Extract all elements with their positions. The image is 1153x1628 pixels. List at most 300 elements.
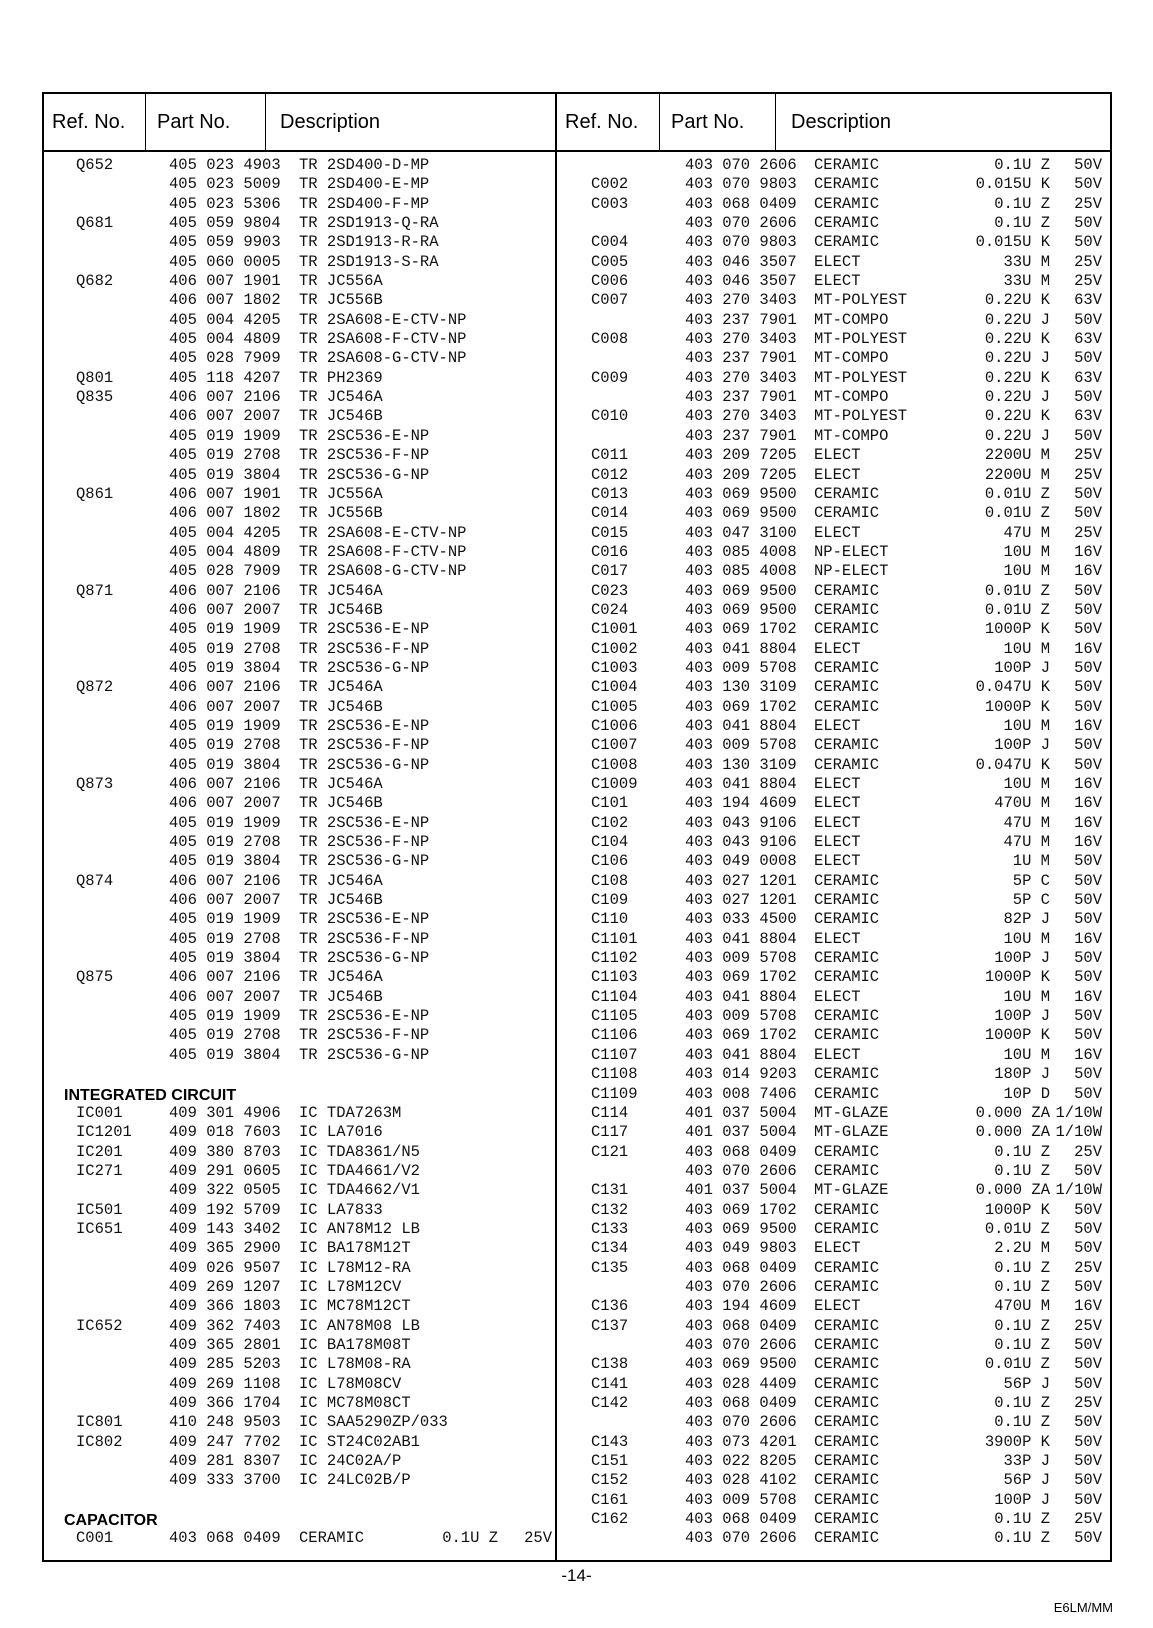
description-cell: ELECT — [814, 833, 861, 852]
ref-cell: C015 — [591, 523, 629, 542]
description-cell: CERAMIC — [814, 620, 880, 639]
rating-cell: 1/10W — [1055, 1103, 1102, 1122]
rating-cell: 16V — [1074, 813, 1102, 832]
ref-cell: C1109 — [591, 1084, 638, 1103]
description-cell: TR 2SD400-F-MP — [299, 194, 430, 213]
table-row — [557, 1491, 1112, 1510]
part-no-cell: 405 019 2708 — [169, 929, 281, 948]
part-no-cell: 405 019 3804 — [169, 852, 281, 871]
ref-cell: C1107 — [591, 1045, 638, 1064]
ref-cell: C1101 — [591, 929, 638, 948]
part-no-cell: 405 019 3804 — [169, 658, 281, 677]
table-row — [557, 1413, 1112, 1432]
model-code: E6LM/MM — [1053, 1600, 1113, 1615]
table-row — [44, 949, 555, 968]
rating-cell: 50V — [1074, 852, 1102, 871]
table-row — [557, 1046, 1112, 1065]
part-no-cell: 403 033 4500 — [685, 910, 797, 929]
table-row — [44, 775, 555, 794]
part-no-cell: 406 007 2106 — [169, 968, 281, 987]
ref-cell: C003 — [591, 194, 629, 213]
rating-cell: 25V — [1074, 1394, 1102, 1412]
description-cell: TR 2SC536-E-NP — [299, 1007, 430, 1026]
description-cell: IC AN78M08 LB — [299, 1316, 420, 1335]
description-cell: MT-POLYEST — [814, 368, 908, 387]
table-row — [44, 1394, 555, 1413]
value-cell: 100P J — [994, 736, 1050, 755]
section-heading: INTEGRATED CIRCUIT — [64, 1086, 237, 1104]
table-row — [44, 1336, 555, 1355]
part-no-cell: 403 009 5708 — [685, 949, 797, 968]
part-no-cell: 403 237 7901 — [685, 310, 797, 329]
description-cell: TR PH2369 — [299, 368, 383, 387]
value-cell: 5P C — [1012, 871, 1050, 890]
rating-cell: 50V — [1074, 1413, 1102, 1432]
rating-cell: 25V — [1074, 1316, 1102, 1335]
ref-cell: C011 — [591, 446, 629, 465]
rating-cell: 25V — [1074, 1142, 1102, 1161]
ref-cell: Q873 — [76, 775, 114, 793]
value-cell: 47U M — [1003, 813, 1050, 832]
right-part-header: Part No. — [671, 111, 745, 133]
ref-cell: C138 — [591, 1355, 629, 1374]
description-cell: ELECT — [814, 639, 861, 658]
value-cell: 0.1U Z — [994, 156, 1050, 174]
description-cell: CERAMIC — [814, 175, 880, 194]
table-row — [557, 1181, 1112, 1200]
description-cell: TR 2SC536-G-NP — [299, 852, 430, 871]
description-cell: CERAMIC — [814, 156, 880, 174]
part-no-cell: 409 285 5203 — [169, 1355, 281, 1374]
table-row — [557, 253, 1112, 272]
ref-cell: Q835 — [76, 388, 114, 407]
rating-cell: 50V — [1074, 968, 1102, 987]
rating-cell: 1/10W — [1055, 1123, 1102, 1142]
ref-cell: C134 — [591, 1239, 629, 1258]
rating-cell: 50V — [1074, 1452, 1102, 1471]
value-cell: 0.000 ZA — [975, 1123, 1050, 1142]
table-row — [44, 640, 555, 659]
part-no-cell: 403 194 4609 — [685, 794, 797, 813]
part-no-cell: 409 380 8703 — [169, 1142, 281, 1161]
part-no-cell: 409 247 7702 — [169, 1432, 281, 1451]
part-no-cell: 403 041 8804 — [685, 639, 797, 658]
description-cell: ELECT — [814, 852, 861, 871]
description-cell: MT-COMPO — [814, 310, 889, 329]
table-row — [557, 1239, 1112, 1258]
part-no-cell: 403 069 9500 — [685, 1219, 797, 1238]
ref-cell: IC201 — [76, 1142, 123, 1161]
rating-cell: 50V — [1074, 388, 1102, 407]
description-cell: IC TDA4662/V1 — [299, 1181, 420, 1200]
part-no-cell: 405 019 2708 — [169, 833, 281, 852]
part-no-cell: 403 046 3507 — [685, 252, 797, 271]
table-row — [557, 427, 1112, 446]
description-cell: IC MC78M08CT — [299, 1394, 411, 1412]
table-row — [557, 388, 1112, 407]
table-row — [44, 1162, 555, 1181]
part-no-cell: 403 237 7901 — [685, 426, 797, 445]
table-row — [44, 349, 555, 368]
ref-cell: C1003 — [591, 658, 638, 677]
value-cell: 10U M — [1003, 716, 1050, 735]
table-row — [44, 891, 555, 910]
value-cell: 10U M — [1003, 987, 1050, 1006]
value-cell: 0.000 ZA — [975, 1103, 1050, 1122]
table-row — [44, 272, 555, 291]
table-row — [557, 717, 1112, 736]
table-row — [44, 233, 555, 252]
left-desc-header: Description — [280, 111, 381, 133]
description-cell: CERAMIC — [814, 1065, 880, 1084]
ref-cell: C104 — [591, 833, 629, 852]
part-no-cell: 405 023 5009 — [169, 175, 281, 194]
description-cell: TR JC546A — [299, 775, 383, 793]
part-no-cell: 409 269 1108 — [169, 1374, 281, 1393]
ref-cell: C109 — [591, 891, 629, 910]
description-cell: ELECT — [814, 716, 861, 735]
rating-cell: 50V — [1074, 1335, 1102, 1354]
table-row — [44, 446, 555, 465]
rating-cell: 16V — [1074, 987, 1102, 1006]
description-cell: IC BA178M08T — [299, 1335, 411, 1354]
part-no-cell: 403 043 9106 — [685, 813, 797, 832]
rating-cell: 50V — [1074, 504, 1102, 523]
rating-cell: 50V — [1074, 1026, 1102, 1045]
part-no-cell: 409 365 2801 — [169, 1335, 281, 1354]
description-cell: IC L78M08CV — [299, 1374, 402, 1393]
table-row — [44, 1297, 555, 1316]
part-no-cell: 403 070 9803 — [685, 175, 797, 194]
rating-cell: 25V — [1074, 272, 1102, 291]
rating-cell: 50V — [1074, 697, 1102, 716]
table-row — [44, 504, 555, 523]
value-cell: 0.000 ZA — [975, 1181, 1050, 1200]
description-cell: CERAMIC — [814, 233, 880, 252]
table-row — [44, 1181, 555, 1200]
table-row — [44, 1143, 555, 1162]
value-cell: 0.1U Z — [994, 1510, 1050, 1529]
rating-cell: 50V — [1074, 581, 1102, 600]
ref-cell: Q875 — [76, 968, 114, 987]
description-cell: CERAMIC — [814, 871, 880, 890]
ref-cell: C1106 — [591, 1026, 638, 1045]
part-no-cell: 405 059 9903 — [169, 233, 281, 252]
description-cell: NP-ELECT — [814, 542, 889, 561]
rating-cell: 50V — [1074, 1065, 1102, 1084]
ref-cell: C1008 — [591, 755, 638, 774]
rating-cell: 25V — [1074, 1258, 1102, 1277]
part-no-cell: 403 130 3109 — [685, 755, 797, 774]
description-cell: TR 2SD1913-R-RA — [299, 233, 439, 252]
table-row — [557, 1394, 1112, 1413]
rating-cell: 50V — [1074, 1200, 1102, 1219]
part-no-cell: 405 028 7909 — [169, 562, 281, 581]
rating-cell: 25V — [1074, 194, 1102, 213]
description-cell: TR 2SA608-F-CTV-NP — [299, 542, 467, 561]
table-row — [557, 1104, 1112, 1123]
ref-cell: C1002 — [591, 639, 638, 658]
table-row — [44, 253, 555, 272]
description-cell: IC ST24C02AB1 — [299, 1432, 420, 1451]
value-cell: 0.22U K — [984, 407, 1050, 426]
ref-cell: C162 — [591, 1510, 629, 1529]
table-row — [557, 1123, 1112, 1142]
part-no-cell: 406 007 2007 — [169, 987, 281, 1006]
table-row — [44, 717, 555, 736]
part-no-cell: 403 049 0008 — [685, 852, 797, 871]
section-heading: CAPACITOR — [64, 1512, 158, 1530]
table-row — [557, 1220, 1112, 1239]
description-cell: CERAMIC — [814, 194, 880, 213]
table-row — [44, 214, 555, 233]
rating-cell: 50V — [1074, 156, 1102, 174]
table-row — [44, 872, 555, 891]
description-cell: TR 2SC536-E-NP — [299, 620, 430, 639]
value-cell: 33U M — [1003, 252, 1050, 271]
description-cell: TR 2SC536-F-NP — [299, 639, 430, 658]
part-no-cell: 410 248 9503 — [169, 1413, 281, 1432]
part-no-cell: 403 270 3403 — [685, 330, 797, 349]
part-no-cell: 406 007 2106 — [169, 388, 281, 407]
value-cell: 0.1U Z — [994, 1316, 1050, 1335]
part-no-cell: 403 009 5708 — [685, 736, 797, 755]
ref-cell: C1004 — [591, 678, 638, 697]
description-cell: TR 2SC536-F-NP — [299, 833, 430, 852]
value-cell: 0.047U K — [975, 755, 1050, 774]
part-no-cell: 403 209 7205 — [685, 446, 797, 465]
table-row — [44, 369, 555, 388]
part-no-cell: 405 019 2708 — [169, 446, 281, 465]
part-no-cell: 409 026 9507 — [169, 1258, 281, 1277]
ref-cell: C013 — [591, 484, 629, 503]
description-cell: CERAMIC — [814, 678, 880, 697]
ref-cell: C014 — [591, 504, 629, 523]
table-row — [44, 1220, 555, 1239]
value-cell: 0.1U Z — [994, 1277, 1050, 1296]
description-cell: TR JC546A — [299, 968, 383, 987]
description-cell: CERAMIC — [814, 949, 880, 968]
part-no-cell: 403 068 0409 — [685, 1316, 797, 1335]
table-row — [44, 175, 555, 194]
part-no-cell: 403 085 4008 — [685, 542, 797, 561]
table-row — [557, 1143, 1112, 1162]
table-row — [44, 427, 555, 446]
rating-cell: 16V — [1074, 1297, 1102, 1316]
value-cell: 180P J — [994, 1065, 1050, 1084]
value-cell: 33P J — [1003, 1452, 1050, 1471]
table-row — [557, 1297, 1112, 1316]
part-no-cell: 409 143 3402 — [169, 1219, 281, 1238]
table-row — [44, 1529, 555, 1548]
description-cell: TR 2SC536-F-NP — [299, 446, 430, 465]
ref-cell: C023 — [591, 581, 629, 600]
description-cell: CERAMIC — [814, 658, 880, 677]
description-cell: MT-POLYEST — [814, 330, 908, 349]
rating-cell: 50V — [1074, 426, 1102, 445]
ref-cell: C110 — [591, 910, 629, 929]
description-cell: CERAMIC — [814, 1490, 880, 1509]
value-cell: 82P J — [1003, 910, 1050, 929]
ref-cell: C006 — [591, 272, 629, 291]
rating-cell: 50V — [1074, 349, 1102, 368]
description-cell: IC L78M08-RA — [299, 1355, 411, 1374]
ref-cell: C002 — [591, 175, 629, 194]
table-row — [44, 814, 555, 833]
right-ref-header: Ref. No. — [565, 111, 639, 133]
rating-cell: 16V — [1074, 775, 1102, 793]
part-no-cell: 403 237 7901 — [685, 388, 797, 407]
part-no-cell: 405 019 3804 — [169, 1045, 281, 1064]
part-no-cell: 403 069 1702 — [685, 1200, 797, 1219]
table-row — [557, 872, 1112, 891]
part-no-cell: 403 009 5708 — [685, 658, 797, 677]
part-no-cell: 403 270 3403 — [685, 407, 797, 426]
value-cell: 2200U M — [984, 446, 1050, 465]
part-no-cell: 403 027 1201 — [685, 891, 797, 910]
part-no-cell: 403 009 5708 — [685, 1490, 797, 1509]
rating-cell: 50V — [1074, 1374, 1102, 1393]
ref-cell: C012 — [591, 465, 629, 484]
part-no-cell: 406 007 1901 — [169, 272, 281, 291]
table-row — [557, 852, 1112, 871]
ref-cell: Q874 — [76, 871, 114, 890]
description-cell: CERAMIC — [814, 910, 880, 929]
value-cell: 0.22U J — [984, 388, 1050, 407]
table-row — [557, 485, 1112, 504]
ref-cell: C106 — [591, 852, 629, 871]
table-row — [557, 195, 1112, 214]
header-divider — [659, 94, 660, 150]
table-row — [557, 910, 1112, 929]
part-no-cell: 409 333 3700 — [169, 1471, 281, 1490]
table-row — [44, 833, 555, 852]
table-row — [44, 543, 555, 562]
table-row — [557, 466, 1112, 485]
table-row — [557, 659, 1112, 678]
table-row — [44, 620, 555, 639]
table-row — [557, 349, 1112, 368]
description-cell: TR 2SC536-F-NP — [299, 929, 430, 948]
table-row — [557, 543, 1112, 562]
description-cell: TR 2SD400-D-MP — [299, 156, 430, 174]
value-cell: 3900P K — [984, 1432, 1050, 1451]
table-row — [557, 214, 1112, 233]
ref-cell: C151 — [591, 1452, 629, 1471]
table-row — [44, 930, 555, 949]
value-cell: 100P J — [994, 949, 1050, 968]
table-row — [557, 988, 1112, 1007]
rating-cell: 50V — [1074, 1239, 1102, 1258]
description-cell: TR JC546A — [299, 871, 383, 890]
part-no-cell: 403 068 0409 — [685, 1510, 797, 1529]
table-row — [44, 524, 555, 543]
description-cell: ELECT — [814, 1239, 861, 1258]
table-row — [557, 640, 1112, 659]
description-cell: CERAMIC — [814, 1374, 880, 1393]
description-cell: TR 2SC536-G-NP — [299, 465, 430, 484]
description-cell: TR JC546B — [299, 697, 383, 716]
description-cell: TR 2SA608-G-CTV-NP — [299, 562, 467, 581]
part-no-cell: 405 019 2708 — [169, 736, 281, 755]
description-cell: TR 2SC536-G-NP — [299, 1045, 430, 1064]
ref-cell: C142 — [591, 1394, 629, 1412]
part-no-cell: 403 070 9803 — [685, 233, 797, 252]
part-no-cell: 406 007 2106 — [169, 775, 281, 793]
part-no-cell: 403 043 9106 — [685, 833, 797, 852]
rating-cell: 50V — [1074, 736, 1102, 755]
table-row — [557, 446, 1112, 465]
value-cell: 47U M — [1003, 833, 1050, 852]
table-row — [44, 756, 555, 775]
rating-cell: 50V — [1074, 658, 1102, 677]
table-row — [44, 659, 555, 678]
table-row — [44, 562, 555, 581]
ref-cell: IC1201 — [76, 1123, 132, 1142]
ref-cell: C161 — [591, 1490, 629, 1509]
table-row — [44, 1026, 555, 1045]
table-row — [557, 1278, 1112, 1297]
rating-cell: 16V — [1074, 639, 1102, 658]
parts-list-table — [42, 92, 1112, 1562]
value-cell: 10U M — [1003, 929, 1050, 948]
value-cell: 470U M — [994, 1297, 1050, 1316]
table-row — [44, 1375, 555, 1394]
part-no-cell: 406 007 2007 — [169, 407, 281, 426]
rating-cell: 63V — [1074, 330, 1102, 349]
part-no-cell: 403 270 3403 — [685, 368, 797, 387]
part-no-cell: 403 068 0409 — [685, 194, 797, 213]
part-no-cell: 403 070 2606 — [685, 1277, 797, 1296]
part-no-cell: 403 069 1702 — [685, 620, 797, 639]
description-cell: IC AN78M12 LB — [299, 1219, 420, 1238]
ref-cell: C1007 — [591, 736, 638, 755]
left-part-header: Part No. — [157, 111, 231, 133]
table-row — [44, 466, 555, 485]
description-cell: ELECT — [814, 1297, 861, 1316]
description-cell: TR 2SA608-E-CTV-NP — [299, 310, 467, 329]
ref-cell: C010 — [591, 407, 629, 426]
table-row — [44, 736, 555, 755]
table-row — [557, 311, 1112, 330]
ref-cell: C1108 — [591, 1065, 638, 1084]
value-cell: 0.015U K — [975, 233, 1050, 252]
description-cell: CERAMIC — [814, 1007, 880, 1026]
part-no-cell: 403 070 2606 — [685, 214, 797, 233]
value-cell: 0.1U Z — [442, 1529, 498, 1548]
ref-cell: Q872 — [76, 678, 114, 697]
ref-cell: C114 — [591, 1103, 629, 1122]
part-no-cell: 403 070 2606 — [685, 1335, 797, 1354]
ref-cell: Q681 — [76, 214, 114, 233]
header-divider — [145, 94, 146, 150]
part-no-cell: 405 004 4809 — [169, 542, 281, 561]
part-no-cell: 409 018 7603 — [169, 1123, 281, 1142]
ref-cell: C141 — [591, 1374, 629, 1393]
part-no-cell: 405 019 1909 — [169, 813, 281, 832]
value-cell: 5P C — [1012, 891, 1050, 910]
description-cell: ELECT — [814, 272, 861, 291]
part-no-cell: 406 007 2007 — [169, 600, 281, 619]
value-cell: 1U M — [1012, 852, 1050, 871]
ref-cell: C004 — [591, 233, 629, 252]
description-cell: CERAMIC — [814, 1161, 880, 1180]
value-cell: 0.1U Z — [994, 1335, 1050, 1354]
table-row — [557, 369, 1112, 388]
description-cell: TR 2SC536-E-NP — [299, 716, 430, 735]
right-column — [557, 156, 1112, 1549]
table-row — [44, 156, 555, 175]
